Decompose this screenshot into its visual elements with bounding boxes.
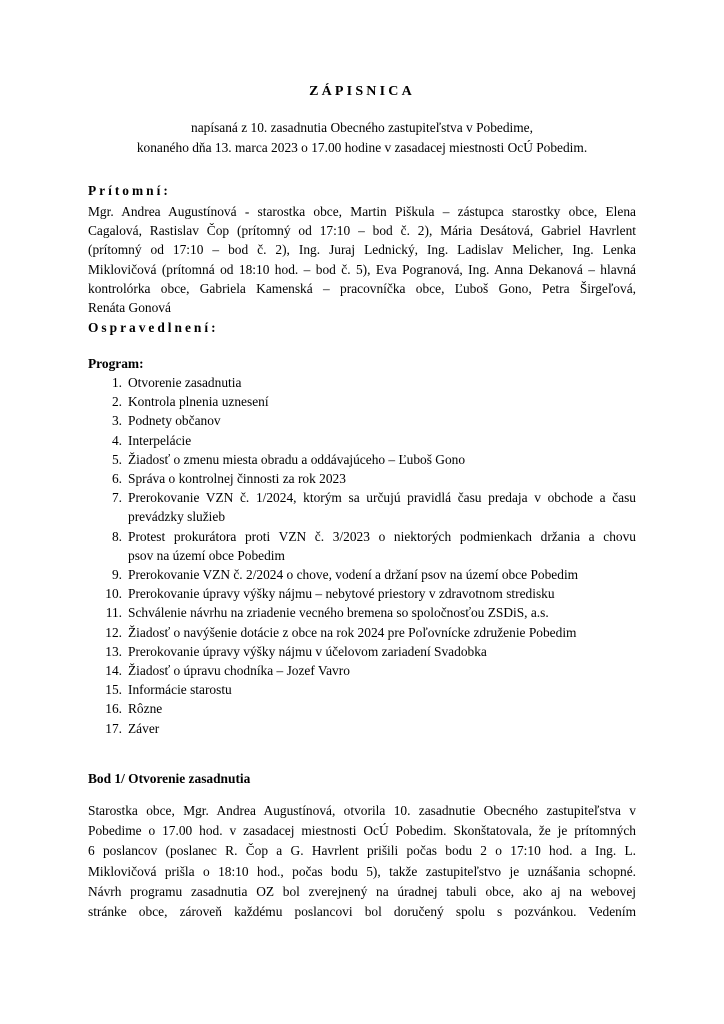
program-item-text: [128, 699, 648, 718]
program-item: [88, 642, 648, 661]
program-item: [88, 680, 648, 699]
paragraph-line: Renáta Gonová: [88, 300, 171, 316]
program-item-text: [128, 469, 648, 488]
excused-heading: Ospravedlnení:: [88, 320, 219, 335]
paragraph-line: Miklovičová (prítomná od 18:10 hod. – bod č. 5), Eva Pogranová, Ing. Anna Dekanová – hlavná: [88, 261, 636, 277]
program-item-line: Kontrola plnenia uznesení: [128, 394, 269, 410]
subtitle-line: konaného dňa 13. marca 2023 o 17.00 hodine v zasadacej miestnosti OcÚ Pobedim.: [136, 139, 588, 155]
program-item: [88, 565, 648, 584]
program-item-line: Prerokovanie VZN č. 1/2024, ktorým sa určujú pravidlá času predaja v obchode a času: [128, 490, 636, 506]
program-item-text: [128, 603, 648, 622]
program-item-text: [128, 392, 648, 411]
program-item: [88, 603, 648, 622]
paragraph-line: 6 poslancov (poslanec R. Čop a G. Havrlent prišili počas bodu 2 o 17:10 hod. a Ing. L.: [88, 843, 636, 859]
program-item-number: 15.: [105, 682, 122, 698]
program-item-number: 13.: [105, 643, 122, 659]
program-item-text: [128, 565, 648, 584]
program-item-number: 2.: [111, 394, 122, 410]
program-item-number: 16.: [105, 701, 122, 717]
program-item: [88, 469, 648, 488]
document-subtitle: [60, 118, 664, 157]
program-item: [88, 719, 648, 738]
program-item-text: [128, 488, 648, 526]
bod1-paragraph: [88, 801, 636, 922]
program-item-line: psov na území obce Pobedim: [128, 547, 285, 563]
program-item-number: 12.: [105, 624, 122, 640]
program-item: [88, 527, 648, 565]
program-item: [88, 488, 648, 526]
program-item-line: Informácie starostu: [128, 682, 232, 698]
program-item-line: Žiadosť o navýšenie dotácie z obce na rok 2024 pre Poľovnícke združenie Pobedim: [128, 624, 577, 640]
program-item-line: Správa o kontrolnej činnosti za rok 2023: [128, 471, 346, 487]
paragraph-line: Mgr. Andrea Augustínová - starostka obce, Martin Piškula – zástupca starostky obce, Elena: [88, 204, 636, 219]
program-item: [88, 411, 648, 430]
paragraph-line: stránke obce, zároveň každému poslancovi bol doručený spolu s pozvánkou. Vedením: [88, 904, 636, 920]
program-item-line: Podnety občanov: [128, 413, 221, 429]
program-item-number: 10.: [105, 586, 122, 602]
present-heading: Prítomní:: [88, 183, 171, 198]
program-list: [88, 373, 648, 738]
program-item-number: 8.: [111, 528, 122, 544]
program-item-number: 4.: [111, 432, 122, 448]
program-item-number: 3.: [111, 413, 122, 429]
section-heading-bod1: Bod 1/ Otvorenie zasadnutia: [88, 771, 251, 786]
program-item-line: Rôzne: [128, 701, 163, 717]
program-item-line: Interpelácie: [128, 432, 192, 448]
program-item-text: [128, 661, 648, 680]
program-heading: Program:: [88, 356, 144, 371]
program-item-text: [128, 623, 648, 642]
paragraph-line: (prítomný od 17:10 – bod č. 2), Ing. Juraj Lednický, Ing. Ladislav Melicher, Ing. Lenka: [88, 242, 636, 258]
program-item-text: [128, 680, 648, 699]
program-item-line: Prerokovanie VZN č. 2/2024 o chove, vodení a držaní psov na území obce Pobedim: [128, 567, 579, 583]
program-item-line: Protest prokurátora proti VZN č. 3/2023 o niektorých podmienkach držania a chovu: [128, 528, 636, 544]
program-item-text: [128, 584, 648, 603]
program-item-line: Prerokovanie úpravy výšky nájmu – nebytové priestory v zdravotnom stredisku: [128, 586, 555, 602]
program-item-text: [128, 431, 648, 450]
program-item-number: 14.: [105, 663, 122, 679]
paragraph-line: Starostka obce, Mgr. Andrea Augustínová, otvorila 10. zasadnutie Obecného zastupiteľstva v: [88, 803, 636, 818]
program-item-text: [128, 642, 648, 661]
program-item-text: [128, 373, 648, 392]
program-item: [88, 392, 648, 411]
program-item: [88, 431, 648, 450]
present-paragraph: [88, 202, 636, 317]
program-item-number: 5.: [111, 451, 122, 467]
paragraph-line: kontrolórka obce, Gabriela Kamenská – pracovníčka obce, Ľuboš Gono, Petra Širgeľová,: [88, 280, 636, 296]
program-item: [88, 623, 648, 642]
program-item-text: [128, 527, 648, 565]
paragraph-line: Pobedime o 17.00 hod. v zasadacej miestnosti OcÚ Pobedim. Skonštatovala, že je prítomných: [88, 823, 636, 839]
program-item-number: 1.: [111, 375, 122, 390]
paragraph-line: Cagalová, Rastislav Čop (prítomný od 17:10 – bod č. 2), Mária Desátová, Gabriel Havrlent: [88, 223, 636, 239]
paragraph-line: Miklovičová prišla o 18:10 hod., počas bodu 5), takže zastupiteľstvo je uznášania schopné.: [88, 863, 636, 879]
program-item-text: [128, 450, 648, 469]
paragraph-line: Návrh programu zasadnutia OZ bol zverejnený na úradnej tabuli obce, ako aj na webovej: [88, 883, 636, 899]
program-item: [88, 584, 648, 603]
program-item-text: [128, 719, 648, 738]
program-item: [88, 373, 648, 392]
program-item-number: 6.: [111, 471, 122, 487]
program-item-line: Žiadosť o úpravu chodníka – Jozef Vavro: [128, 663, 350, 679]
document-title: ZÁPISNICA: [309, 84, 415, 99]
program-item-number: 7.: [111, 490, 122, 506]
program-item-line: Schválenie návrhu na zriadenie vecného bremena so spoločnosťou ZSDiS, a.s.: [128, 605, 549, 621]
program-item-line: Záver: [128, 720, 160, 736]
program-item-number: 11.: [105, 605, 122, 621]
program-item-line: prevádzky služieb: [128, 509, 226, 525]
program-item-line: Žiadosť o zmenu miesta obradu a oddávajúceho – Ľuboš Gono: [128, 451, 466, 467]
program-item-number: 17.: [105, 720, 122, 736]
program-item: [88, 661, 648, 680]
subtitle-line: napísaná z 10. zasadnutia Obecného zastupiteľstva v Pobedime,: [191, 120, 533, 135]
program-item-line: Prerokovanie úpravy výšky nájmu v účelovom zariadení Svadobka: [128, 643, 487, 659]
program-item: [88, 450, 648, 469]
program-item: [88, 699, 648, 718]
program-item-number: 9.: [111, 567, 122, 583]
program-item-text: [128, 411, 648, 430]
program-item-line: Otvorenie zasadnutia: [128, 375, 242, 390]
